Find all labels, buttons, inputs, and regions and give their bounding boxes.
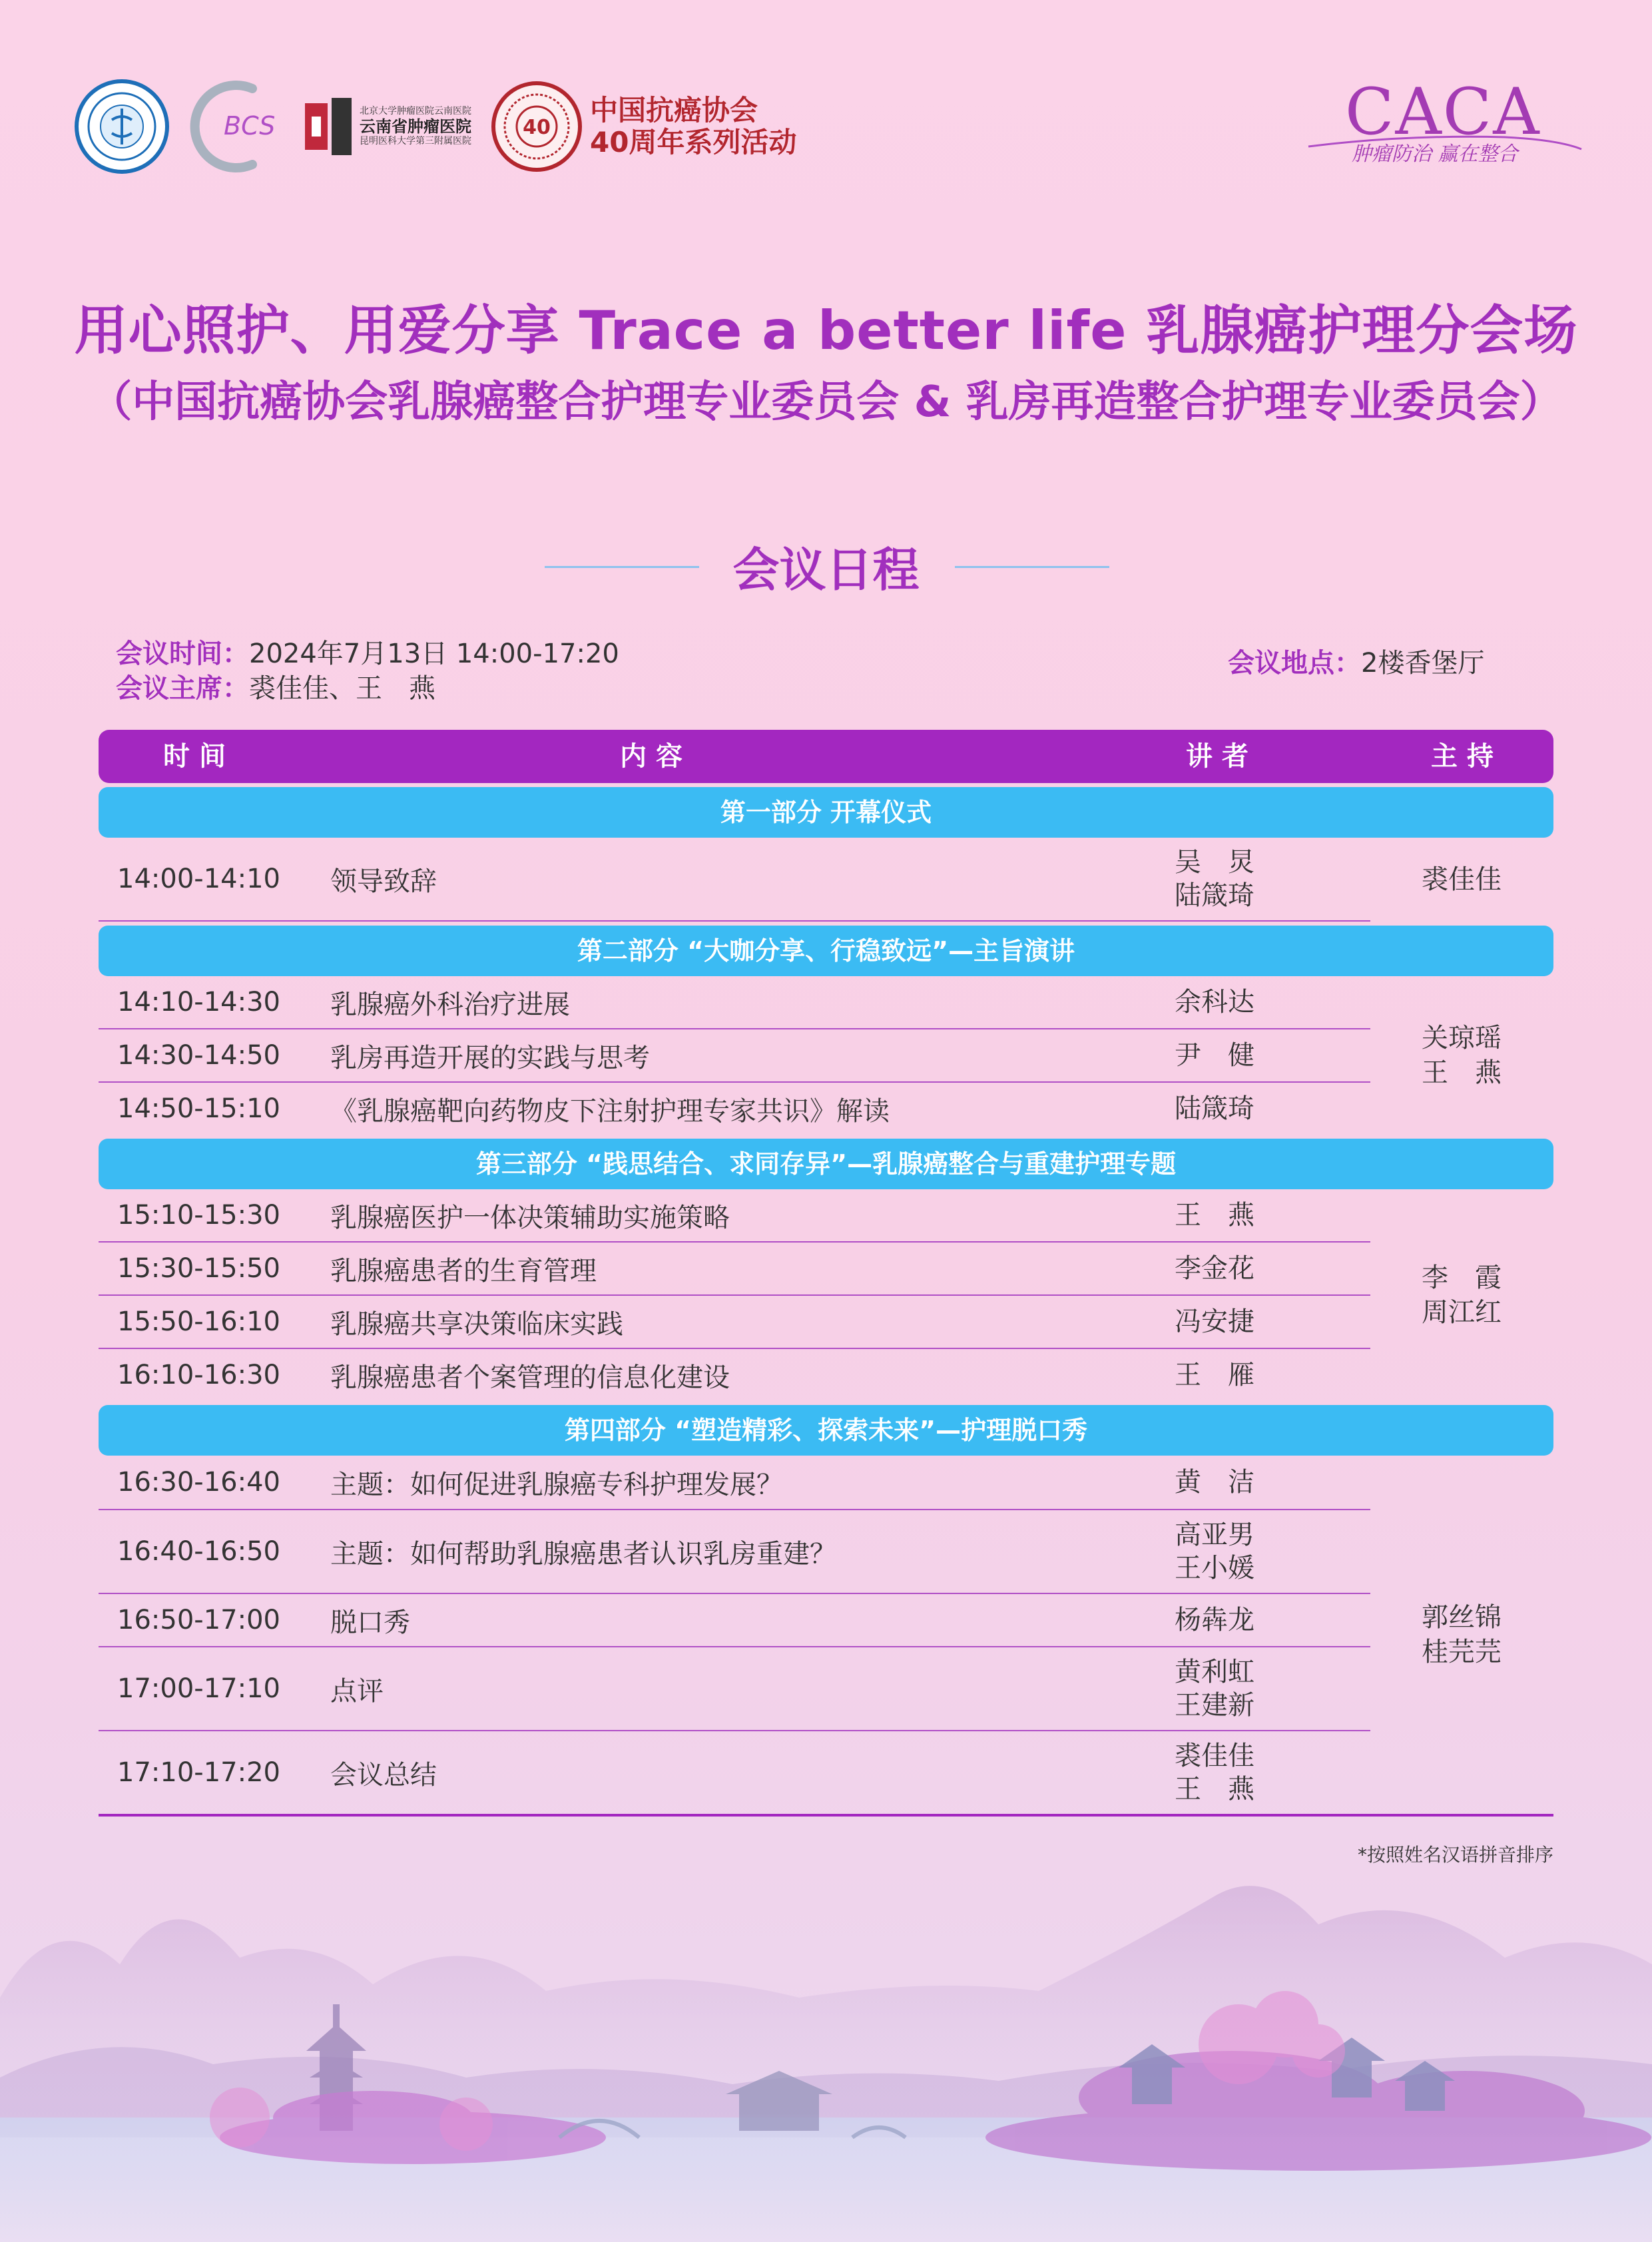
- row-time: 14:30-14:50: [117, 1040, 280, 1071]
- table-row: [99, 1189, 1370, 1243]
- header-speaker: 讲 者: [1186, 741, 1248, 772]
- heading-divider-right: [955, 566, 1109, 568]
- meeting-chair: [116, 671, 619, 706]
- host-name: 周江红: [1422, 1297, 1502, 1328]
- hospital-emblem-icon: [302, 97, 356, 156]
- anniversary-line-1: 中国抗癌协会: [590, 93, 758, 127]
- row-content: 乳腺癌医护一体决策辅助实施策略: [330, 1202, 730, 1233]
- table-row: [99, 1083, 1370, 1135]
- speaker-name: 杨犇龙: [1175, 1605, 1254, 1635]
- meeting-info: [116, 637, 619, 706]
- section-hosts: [1370, 1456, 1553, 1814]
- row-content: 乳腺癌外科治疗进展: [330, 989, 570, 1020]
- table-row: [99, 838, 1370, 922]
- row-time: 15:50-16:10: [117, 1306, 280, 1337]
- section-hosts: [1370, 838, 1553, 922]
- caca-logo-text: CACA: [1345, 75, 1541, 149]
- table-bottom-rule: [99, 1814, 1553, 1817]
- header-host: 主 持: [1431, 741, 1494, 772]
- host-name: 裘佳佳: [1422, 864, 1502, 895]
- row-content: 点评: [330, 1675, 384, 1707]
- row-time: 16:40-16:50: [117, 1536, 280, 1567]
- speaker-name: 高亚男: [1175, 1520, 1254, 1550]
- meeting-time: [116, 637, 619, 671]
- section-header-1: 第一部分 开幕仪式: [99, 787, 1553, 838]
- speaker-name: 黄 洁: [1175, 1467, 1254, 1498]
- row-time: 15:10-15:30: [117, 1200, 280, 1231]
- speaker-name: 王建新: [1175, 1690, 1254, 1721]
- row-speakers: [1175, 1731, 1254, 1814]
- row-speakers: [1175, 976, 1254, 1028]
- speaker-name: 尹 健: [1175, 1040, 1254, 1071]
- caca-slogan: 肿瘤防治 赢在整合: [1352, 142, 1518, 166]
- table-row: [99, 1594, 1370, 1647]
- section-group-2: [99, 976, 1553, 1135]
- anniversary-seal-logo: [491, 81, 582, 172]
- table-row: [99, 1029, 1370, 1083]
- seal-emblem-icon: [85, 90, 158, 163]
- agenda-heading: 会议日程: [732, 543, 920, 597]
- page-subtitle: （中国抗癌协会乳腺癌整合护理专业委员会 & 乳房再造整合护理专业委员会）: [89, 378, 1563, 427]
- meeting-time-label: 会议时间：: [116, 639, 249, 669]
- hospital-name-line-3: 昆明医科大学第三附属医院: [360, 136, 471, 147]
- host-name: 关琼瑶: [1422, 1023, 1502, 1053]
- row-speakers: [1175, 1456, 1254, 1509]
- meeting-place: [1228, 646, 1484, 681]
- footnote: *按照姓名汉语拼音排序: [1357, 1844, 1553, 1866]
- row-speakers: [1175, 1296, 1254, 1348]
- speaker-name: 冯安捷: [1175, 1306, 1254, 1337]
- host-name: 王 燕: [1422, 1057, 1502, 1088]
- agenda-table: [99, 730, 1553, 1817]
- row-speakers: [1175, 1510, 1254, 1593]
- logo-row: [75, 80, 796, 173]
- table-row: [99, 976, 1370, 1029]
- host-name: 桂芫芫: [1422, 1637, 1502, 1667]
- row-time: 15:30-15:50: [117, 1253, 280, 1284]
- table-row: [99, 1296, 1370, 1349]
- speaker-name: 余科达: [1175, 987, 1254, 1017]
- anniversary-line-2: 40周年系列活动: [590, 126, 797, 158]
- row-speakers: [1175, 1083, 1254, 1135]
- row-speakers: [1175, 838, 1254, 920]
- section-header-4: 第四部分 “塑造精彩、探索未来”—护理脱口秀: [99, 1405, 1553, 1456]
- table-row: [99, 1456, 1370, 1510]
- speaker-name: 裘佳佳: [1175, 1741, 1254, 1771]
- row-speakers: [1175, 1029, 1254, 1081]
- hospital-name-line-1: 北京大学肿瘤医院云南医院: [360, 105, 471, 117]
- meeting-chair-label: 会议主席：: [116, 673, 249, 704]
- page-title: 用心照护、用爱分享 Trace a better life 乳腺癌护理分会场: [74, 300, 1578, 362]
- row-content: 主题：如何促进乳腺癌专科护理发展？: [330, 1469, 783, 1500]
- caca-association-seal-logo: [75, 79, 169, 174]
- row-speakers: [1175, 1647, 1254, 1730]
- speaker-name: 黄利虹: [1175, 1657, 1254, 1687]
- landscape-illustration: [0, 1824, 1652, 2242]
- row-time: 16:50-17:00: [117, 1605, 280, 1635]
- row-content: 脱口秀: [330, 1607, 410, 1638]
- row-speakers: [1175, 1189, 1254, 1241]
- section-hosts: [1370, 1189, 1553, 1401]
- anniversary-text: [590, 95, 796, 159]
- speaker-name: 王小媛: [1175, 1553, 1254, 1583]
- svg-text:40: 40: [523, 116, 551, 139]
- row-time: 14:10-14:30: [117, 987, 280, 1017]
- speaker-name: 王 燕: [1175, 1774, 1254, 1805]
- row-content: 乳房再造开展的实践与思考: [330, 1042, 650, 1073]
- meeting-time-value: 2024年7月13日 14:00-17:20: [249, 639, 619, 669]
- row-speakers: [1175, 1349, 1254, 1401]
- row-content: 《乳腺癌靶向药物皮下注射护理专家共识》解读: [330, 1095, 890, 1127]
- anniversary-40-icon: [500, 90, 573, 163]
- bcs-logo: [189, 77, 289, 176]
- section-group-1: [99, 838, 1553, 922]
- table-row: [99, 1510, 1370, 1594]
- meeting-place-label: 会议地点：: [1228, 648, 1361, 679]
- section-header-2: 第二部分 “大咖分享、行稳致远”—主旨演讲: [99, 926, 1553, 976]
- row-time: 14:50-15:10: [117, 1093, 280, 1124]
- section-group-4: [99, 1456, 1553, 1814]
- table-row: [99, 1647, 1370, 1731]
- meeting-place-value: 2楼香堡厅: [1361, 648, 1485, 679]
- hospital-logo: [302, 97, 471, 156]
- header-time: 时 间: [163, 741, 226, 772]
- row-speakers: [1175, 1594, 1254, 1646]
- header-content: 内 容: [620, 741, 683, 772]
- speaker-name: 王 雁: [1175, 1360, 1254, 1390]
- bcs-logo-text: BCS: [224, 111, 276, 140]
- row-content: 领导致辞: [330, 866, 437, 897]
- hospital-name-line-2: 云南省肿瘤医院: [360, 117, 471, 136]
- row-content: 会议总结: [330, 1759, 437, 1791]
- row-time: 16:30-16:40: [117, 1467, 280, 1498]
- row-time: 17:10-17:20: [117, 1757, 280, 1788]
- speaker-name: 陆箴琦: [1175, 880, 1254, 911]
- table-row: [99, 1731, 1370, 1814]
- table-row: [99, 1243, 1370, 1296]
- meeting-chair-value: 裘佳佳、王 燕: [249, 673, 435, 704]
- row-content: 乳腺癌患者个案管理的信息化建设: [330, 1362, 730, 1393]
- speaker-name: 陆箴琦: [1175, 1093, 1254, 1124]
- row-time: 16:10-16:30: [117, 1360, 280, 1390]
- host-name: 郭丝锦: [1422, 1602, 1502, 1633]
- row-content: 乳腺癌共享决策临床实践: [330, 1308, 623, 1340]
- speaker-name: 李金花: [1175, 1253, 1254, 1284]
- row-speakers: [1175, 1243, 1254, 1294]
- row-time: 17:00-17:10: [117, 1673, 280, 1704]
- speaker-name: 王 燕: [1175, 1200, 1254, 1231]
- row-content: 主题：如何帮助乳腺癌患者认识乳房重建？: [330, 1538, 836, 1569]
- speaker-name: 吴 炅: [1175, 847, 1254, 878]
- section-hosts: [1370, 976, 1553, 1135]
- table-header: [99, 730, 1553, 783]
- section-group-3: [99, 1189, 1553, 1401]
- row-time: 14:00-14:10: [117, 864, 280, 894]
- host-name: 李 霞: [1422, 1262, 1502, 1293]
- table-row: [99, 1349, 1370, 1401]
- row-content: 乳腺癌患者的生育管理: [330, 1255, 597, 1286]
- section-header-3: 第三部分 “践思结合、求同存异”—乳腺癌整合与重建护理专题: [99, 1139, 1553, 1189]
- caca-logo: [1305, 75, 1585, 168]
